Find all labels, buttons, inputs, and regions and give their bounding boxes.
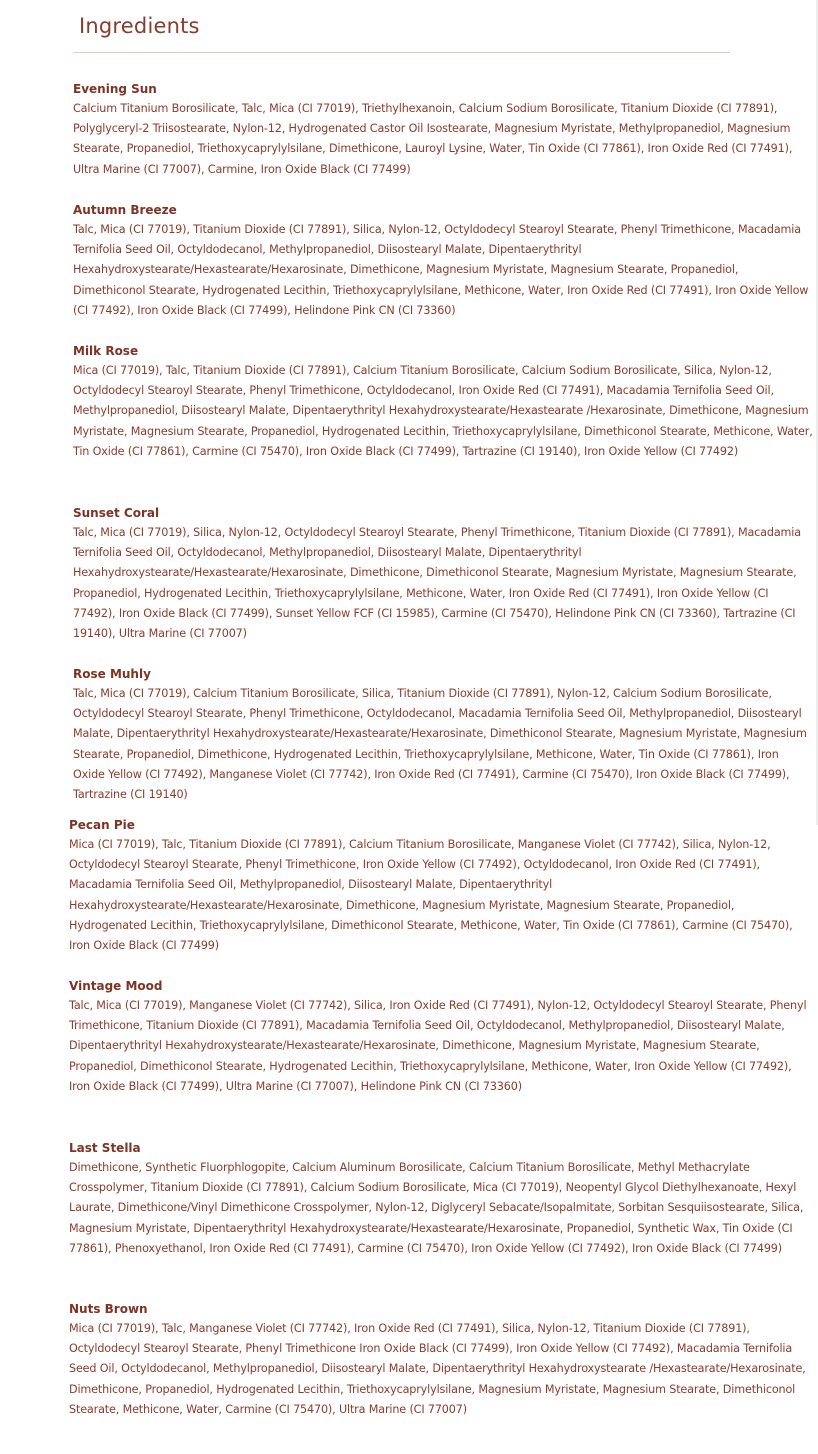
ingredient-list: Calcium Titanium Borosilicate, Talc, Mica (CI 77019), Triethylhexanoin, Calcium Sodium Borosilicate, Titanium Dioxide (CI 77891), Polyglyceryl-2 Triisostearate, Nylon-12, Hydrogenated Castor Oil Isostearate, Magnesium Myristate, Methylpropanediol, Magnesium Stearate, Propanediol, Triethoxycaprylylsilane, Dimethicone, Lauroyl Lysine, Water, Tin Oxide (CI 77861), Iron Oxide Red (CI 77491), Ultra Marine (CI 77007), Carmine, Iron Oxide Black (CI 77499) xyxy=(73,102,793,176)
product-name: Rose Muhly xyxy=(73,667,151,681)
ingredient-list: Dimethicone, Synthetic Fluorphlogopite, Calcium Aluminum Borosilicate, Calcium Titanium Borosilicate, Methyl Methacrylate Crosspolymer, Titanium Dioxide (CI 77891), Calcium Sodium Borosilicate, Mica (CI 77019), Neopentyl Glycol Diethylhexanoate, Hexyl Laurate, Dimethicone/Vinyl Dimethicone Crosspolymer, Nylon-12, Diglyceryl Sebacate/Isopalmitate, Sorbitan Sesquiisostearate, Silica, Magnesium Myristate, Dipentaerythrityl Hexahydroxystearate/Hexastearate/Hexarosinate, Propanediol, Synthetic Wax, Tin Oxide (CI 77861), Phenoxyethanol, Iron Oxide Red (CI 77491), Carmine (CI 75470), Iron Oxide Yellow (CI 77492), Iron Oxide Black (CI 77499) xyxy=(69,1161,804,1255)
product-name: Last Stella xyxy=(69,1141,141,1155)
ingredient-list: Talc, Mica (CI 77019), Titanium Dioxide (CI 77891), Silica, Nylon-12, Octyldodecyl Stearoyl Stearate, Phenyl Trimethicone, Macadamia Ternifolia Seed Oil, Octyldodecanol, Methylpropanediol, Diisostearyl Malate, Dipentaerythrityl Hexahydroxystearate/Hexastearate/Hexarosinate, Dimethicone, Magnesium Myristate, Magnesium Stearate, Propanediol, Dimethiconol Stearate, Hydrogenated Lecithin, Triethoxycaprylylsilane, Methicone, Water, Iron Oxide Red (CI 77491), Iron Oxide Yellow (CI 77492), Iron Oxide Black (CI 77499), Helindone Pink CN (CI 73360) xyxy=(73,223,809,317)
ingredient-section-last-stella xyxy=(69,1138,809,1259)
ingredient-list: Mica (CI 77019), Talc, Manganese Violet (CI 77742), Iron Oxide Red (CI 77491), Silica, Nylon-12, Titanium Dioxide (CI 77891), Octyldodecyl Stearoyl Stearate, Phenyl Trimethicone Iron Oxide Black (CI 77499), Iron Oxide Yellow (CI 77492), Macadamia Ternifolia Seed Oil, Octyldodecanol, Methylpropanediol, Diisostearyl Malate, Dipentaerythrityl Hexahydroxystearate /Hexastearate/Hexarosinate, Dimethicone, Propanediol, Hydrogenated Lecithin, Triethoxycaprylylsilane, Magnesium Myristate, Magnesium Stearate, Dimethiconol Stearate, Methicone, Water, Carmine (CI 75470), Ultra Marine (CI 77007) xyxy=(69,1322,806,1416)
product-name: Autumn Breeze xyxy=(73,203,177,217)
product-name: Evening Sun xyxy=(73,82,157,96)
title-divider xyxy=(73,52,730,53)
product-name: Milk Rose xyxy=(73,344,139,358)
ingredient-section-sunset-coral xyxy=(73,503,813,644)
ingredient-section-vintage-mood xyxy=(69,976,809,1097)
ingredient-section-nuts-brown xyxy=(69,1299,809,1420)
product-name: Sunset Coral xyxy=(73,506,160,520)
ingredient-section-rose-muhly xyxy=(73,664,813,805)
ingredient-list: Talc, Mica (CI 77019), Manganese Violet (CI 77742), Silica, Iron Oxide Red (CI 77491), Nylon-12, Octyldodecyl Stearoyl Stearate, Phenyl Trimethicone, Titanium Dioxide (CI 77891), Macadamia Ternifolia Seed Oil, Octyldodecanol, Methylpropanediol, Diisostearyl Malate, Dipentaerythrityl Hexahydroxystearate/Hexastearate/Hexarosinate, Dimethicone, Magnesium Myristate, Magnesium Stearate, Propanediol, Dimethiconol Stearate, Hydrogenated Lecithin, Triethoxycaprylylsilane, Methicone, Water, Iron Oxide Yellow (CI 77492), Iron Oxide Black (CI 77499), Ultra Marine (CI 77007), Helindone Pink CN (CI 73360) xyxy=(69,999,807,1093)
ingredient-section-milk-rose xyxy=(73,341,813,462)
product-name: Pecan Pie xyxy=(69,818,135,832)
ingredient-list: Mica (CI 77019), Talc, Titanium Dioxide (CI 77891), Calcium Titanium Borosilicate, Calcium Sodium Borosilicate, Silica, Nylon-12, Octyldodecyl Stearoyl Stearate, Phenyl Trimethicone, Octyldodecanol, Iron Oxide Red (CI 77491), Macadamia Ternifolia Seed Oil, Methylpropanediol, Diisostearyl Malate, Dipentaerythrityl Hexahydroxystearate/Hexastearate /Hexarosinate, Dimethicone, Magnesium Myristate, Magnesium Stearate, Propanediol, Hydrogenated Lecithin, Triethoxycaprylylsilane, Dimethiconol Stearate, Methicone, Water, Tin Oxide (CI 77861), Carmine (CI 75470), Iron Oxide Black (CI 77499), Tartrazine (CI 19140), Iron Oxide Yellow (CI 77492) xyxy=(73,364,813,458)
product-name: Nuts Brown xyxy=(69,1302,148,1316)
ingredient-section-pecan-pie xyxy=(69,815,809,956)
ingredient-list: Talc, Mica (CI 77019), Calcium Titanium Borosilicate, Silica, Titanium Dioxide (CI 77891), Nylon-12, Calcium Sodium Borosilicate, Octyldodecyl Stearoyl Stearate, Phenyl Trimethicone, Octyldodecanol, Macadamia Ternifolia Seed Oil, Methylpropanediol, Diisostearyl Malate, Dipentaerythrityl Hexahydroxystearate/Hexastearate/Hexarosinate, Dimethiconol Stearate, Magnesium Myristate, Magnesium Stearate, Propanediol, Dimethicone, Hydrogenated Lecithin, Triethoxycaprylylsilane, Methicone, Water, Tin Oxide (CI 77861), Iron Oxide Yellow (CI 77492), Manganese Violet (CI 77742), Iron Oxide Red (CI 77491), Carmine (CI 75470), Iron Oxide Black (CI 77499), Tartrazine (CI 19140) xyxy=(73,687,807,802)
ingredient-list: Mica (CI 77019), Talc, Titanium Dioxide (CI 77891), Calcium Titanium Borosilicate, Manganese Violet (CI 77742), Silica, Nylon-12, Octyldodecyl Stearoyl Stearate, Phenyl Trimethicone, Iron Oxide Yellow (CI 77492), Octyldodecanol, Iron Oxide Red (CI 77491), Macadamia Ternifolia Seed Oil, Methylpropanediol, Diisostearyl Malate, Dipentaerythrityl Hexahydroxystearate/Hexastearate/Hexarosinate, Dimethicone, Magnesium Myristate, Magnesium Stearate, Propanediol, Hydrogenated Lecithin, Triethoxycaprylylsilane, Dimethiconol Stearate, Methicone, Water, Tin Oxide (CI 77861), Carmine (CI 75470), Iron Oxide Black (CI 77499) xyxy=(69,838,793,953)
product-name: Vintage Mood xyxy=(69,979,163,993)
ingredient-section-evening-sun xyxy=(73,79,813,180)
ingredient-list: Talc, Mica (CI 77019), Silica, Nylon-12, Octyldodecyl Stearoyl Stearate, Phenyl Trimethicone, Titanium Dioxide (CI 77891), Macadamia Ternifolia Seed Oil, Octyldodecanol, Methylpropanediol, Diisostearyl Malate, Dipentaerythrityl Hexahydroxystearate/Hexastearate/Hexarosinate, Dimethicone, Dimethiconol Stearate, Magnesium Myristate, Magnesium Stearate, Propanediol, Hydrogenated Lecithin, Triethoxycaprylylsilane, Methicone, Water, Iron Oxide Red (CI 77491), Iron Oxide Yellow (CI 77492), Iron Oxide Black (CI 77499), Sunset Yellow FCF (CI 15985), Carmine (CI 75470), Helindone Pink CN (CI 73360), Tartrazine (CI 19140), Ultra Marine (CI 77007) xyxy=(73,526,801,641)
page-title: Ingredients xyxy=(79,14,200,38)
ingredient-section-autumn-breeze xyxy=(73,200,813,321)
